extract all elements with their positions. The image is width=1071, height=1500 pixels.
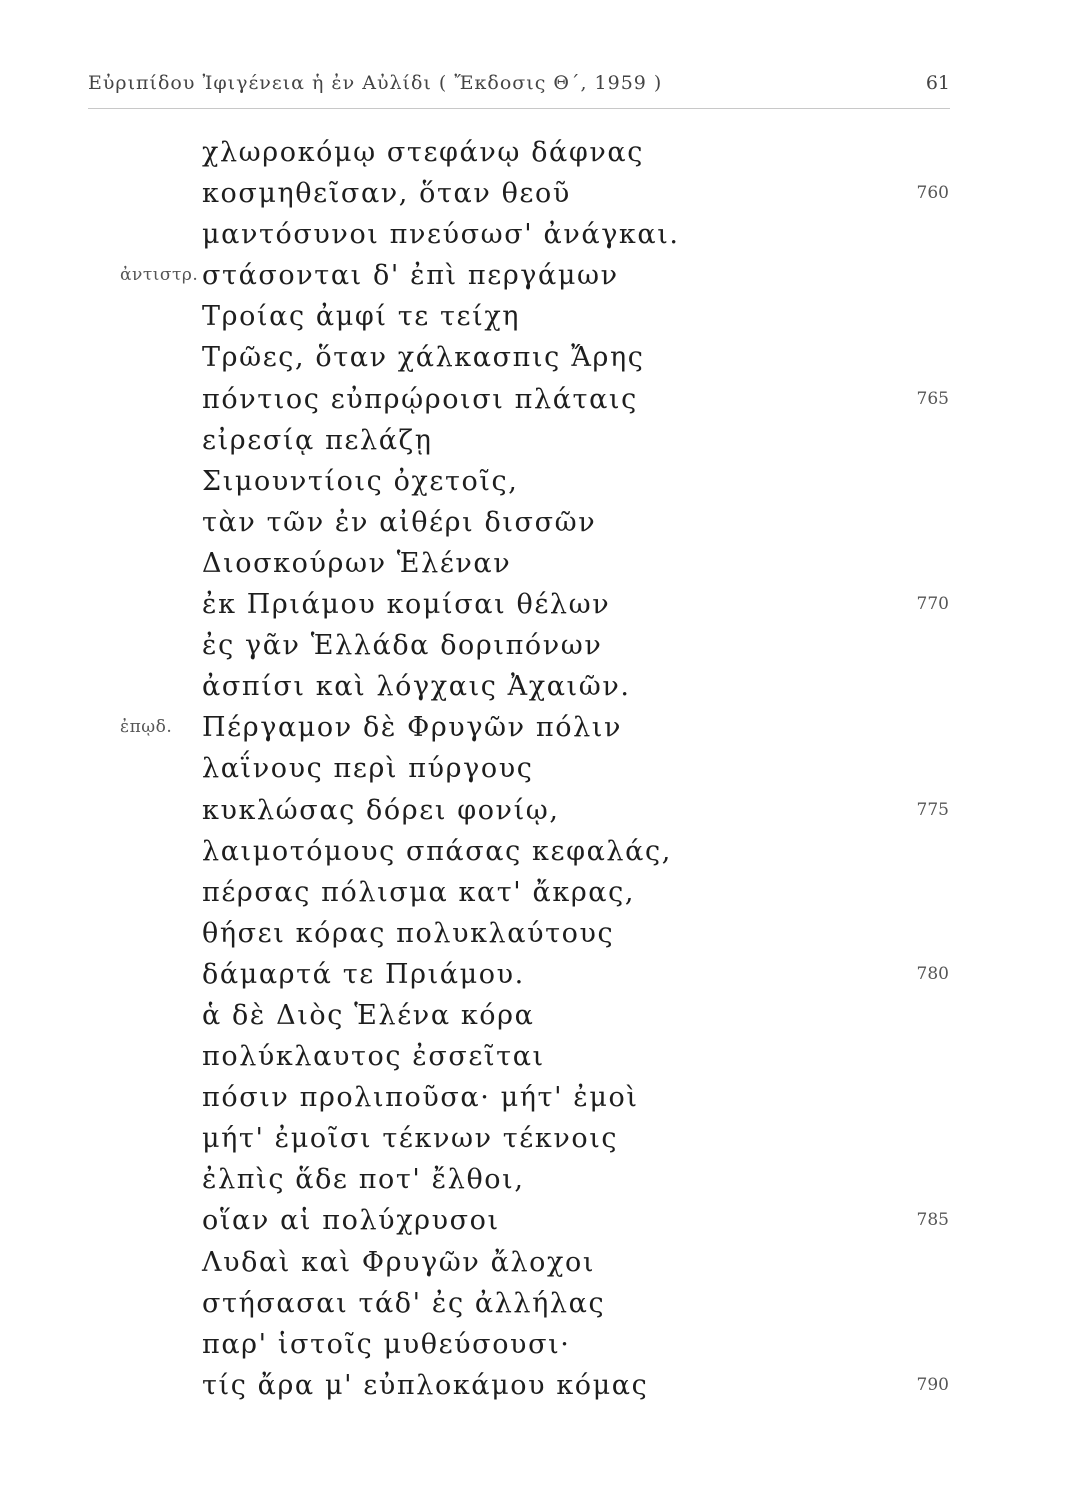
verse-text: Λυδαὶ καὶ Φρυγῶν ἄλοχοι (202, 1246, 596, 1278)
verse-line (0, 666, 1071, 707)
verse-line (0, 1365, 1071, 1406)
verse-line (0, 255, 1071, 296)
verse-line (0, 543, 1071, 584)
strophe-marker: ἐπῳδ. (120, 717, 173, 738)
verse-text: τίς ἄρα μ' εὐπλοκάμου κόμας (202, 1369, 649, 1401)
verse-line (0, 1036, 1071, 1077)
line-number: 770 (916, 594, 949, 615)
verse-line (0, 296, 1071, 337)
verse-line (0, 1118, 1071, 1159)
verse-text: χλωροκόμῳ στεφάνῳ δάφνας (202, 137, 644, 168)
verse-line (0, 831, 1071, 872)
verse-line (0, 420, 1071, 461)
verse-text: ἀσπίσι καὶ λόγχαις Ἀχαιῶν. (202, 671, 631, 703)
verse-text: στήσασαι τάδ' ἐς ἀλλήλας (202, 1287, 606, 1319)
verse-text: μαντόσυνοι πνεύσωσ' ἀνάγκαι. (202, 219, 680, 251)
verse-text: Σιμουντίοις ὀχετοῖς, (202, 465, 519, 497)
verse-text: λαΐνους περὶ πύργους (202, 753, 534, 785)
verse-line (0, 625, 1071, 666)
verse-text: οἵαν αἱ πολύχρυσοι (202, 1205, 500, 1237)
verse-text: κοσμηθεῖσαν, ὅταν θεοῦ (202, 178, 571, 210)
verse-line (0, 995, 1071, 1036)
line-number: 760 (916, 183, 949, 204)
verse-text: πόσιν προλιποῦσα· μήτ' ἐμοὶ (202, 1082, 639, 1114)
verse-text: πόντιος εὐπρῴροισι πλάταις (202, 383, 638, 415)
verse-text: θήσει κόρας πολυκλαύτους (202, 917, 615, 949)
verse-line (0, 748, 1071, 789)
verse-text: λαιμοτόμους σπάσας κεφαλάς, (202, 835, 672, 867)
verse-text: Τρῶες, ὅταν χάλκασπις Ἄρης (202, 342, 645, 374)
verse-text: πέρσας πόλισμα κατ' ἄκρας, (202, 876, 636, 908)
verse-text: ἐλπὶς ἅδε ποτ' ἔλθοι, (202, 1164, 525, 1196)
line-number: 775 (916, 799, 949, 820)
line-number: 785 (916, 1210, 949, 1231)
verse-line (0, 707, 1071, 748)
verse-line (0, 132, 1071, 173)
verse-line (0, 1200, 1071, 1241)
verse-text: μήτ' ἐμοῖσι τέκνων τέκνοις (202, 1123, 619, 1155)
verse-text: Τροίας ἀμφί τε τείχη (202, 301, 521, 333)
verse-line (0, 872, 1071, 913)
verse-block (0, 132, 1071, 1406)
verse-text: δάμαρτά τε Πριάμου. (202, 958, 525, 990)
verse-line (0, 954, 1071, 995)
verse-text: Διοσκούρων Ἑλέναν (202, 547, 512, 579)
verse-line (0, 379, 1071, 420)
header-rule (88, 108, 950, 109)
verse-text: ἁ δὲ Διὸς Ἑλένα κόρα (202, 999, 535, 1031)
verse-line (0, 502, 1071, 543)
verse-text: κυκλώσας δόρει φονίῳ, (202, 794, 560, 826)
verse-text: ἐς γᾶν Ἑλλάδα δοριπόνων (202, 630, 603, 662)
verse-line (0, 1077, 1071, 1118)
verse-line (0, 913, 1071, 954)
line-number: 790 (916, 1374, 949, 1395)
verse-text: πολύκλαυτος ἐσσεῖται (202, 1041, 545, 1073)
verse-line (0, 173, 1071, 214)
verse-line (0, 584, 1071, 625)
verse-text: στάσονται δ' ἐπὶ περγάμων (202, 260, 619, 292)
verse-line (0, 1324, 1071, 1365)
strophe-marker: ἀντιστρ. (120, 265, 199, 286)
verse-line (0, 1159, 1071, 1200)
page-number: 61 (925, 72, 950, 94)
verse-text: Πέργαμον δὲ Φρυγῶν πόλιν (202, 712, 622, 744)
verse-text: εἰρεσίᾳ πελάζῃ (202, 424, 433, 456)
verse-text: τὰν τῶν ἐν αἰθέρι δισσῶν (202, 506, 597, 538)
running-title: Εὐριπίδου Ἰφιγένεια ἡ ἐν Αὐλίδι ( Ἔκδοσις Θ΄, 1959 ) (88, 72, 663, 94)
verse-line (0, 337, 1071, 378)
verse-text: ἐκ Πριάμου κομίσαι θέλων (202, 589, 611, 621)
verse-line (0, 1283, 1071, 1324)
verse-line (0, 214, 1071, 255)
line-number: 765 (916, 388, 949, 409)
running-header (88, 72, 950, 112)
verse-line (0, 461, 1071, 502)
line-number: 780 (916, 963, 949, 984)
verse-line (0, 790, 1071, 831)
verse-line (0, 1242, 1071, 1283)
verse-text: παρ' ἱστοῖς μυθεύσουσι· (202, 1328, 571, 1360)
